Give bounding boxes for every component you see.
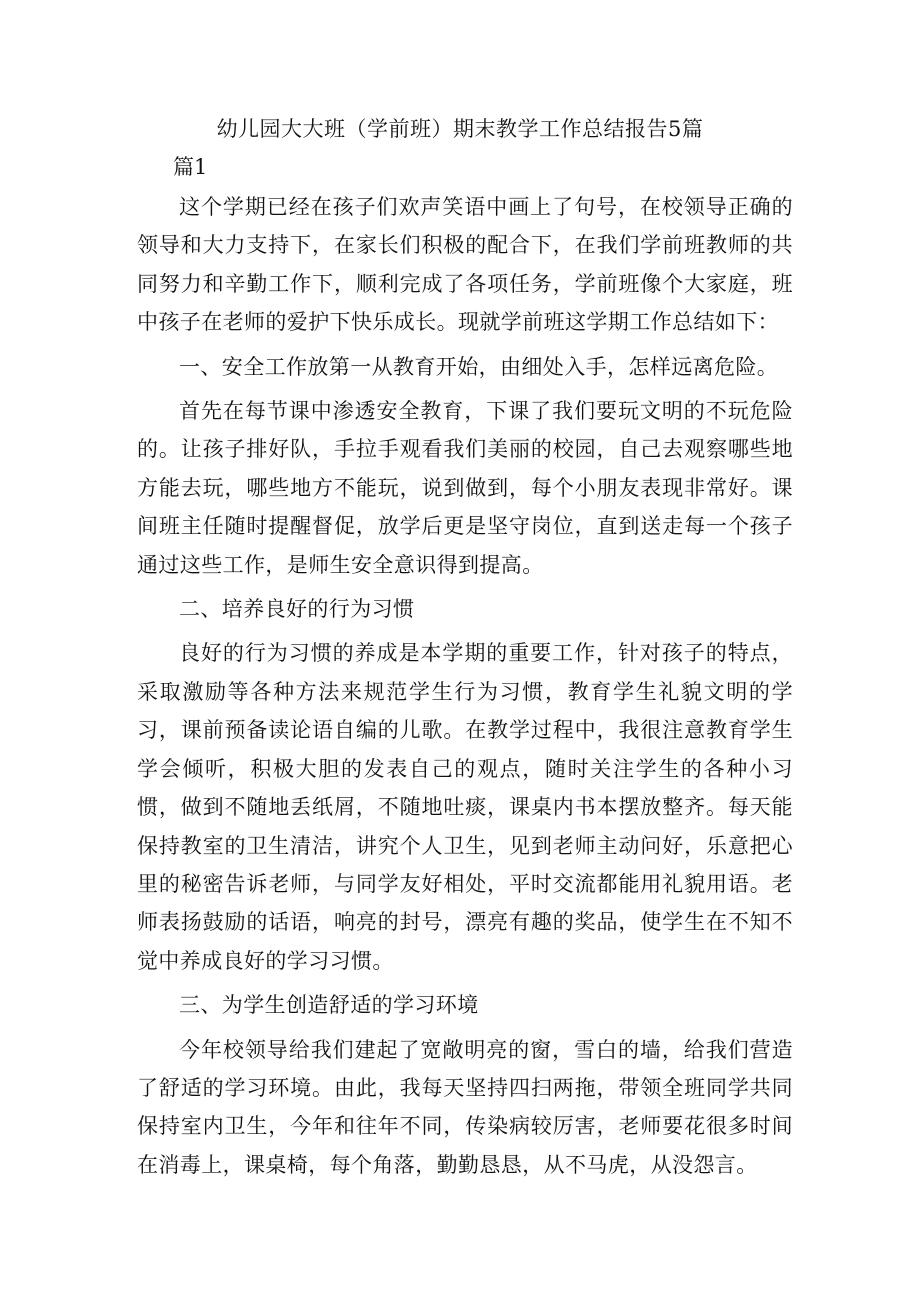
section-heading-safety: 一、安全工作放第一从教育开始，由细处入手，怎样远离危险。	[179, 354, 779, 379]
section-heading-habits: 二、培养良好的行为习惯	[179, 597, 415, 622]
document-body	[137, 150, 793, 1184]
safety-paragraph: 首先在每节课中渗透安全教育，下课了我们要玩文明的不玩危险的。让孩子排好队，手拉手观看我们美丽的校园，自己去观察哪些地方能去玩，哪些地方不能玩，说到做到，每个小朋友表现非常好。课间班主任随时提醒督促，放学后更是坚守岗位，直到送走每一个孩子通过这些工作，是师生安全意识得到提高。	[137, 399, 793, 577]
intro-paragraph: 这个学期已经在孩子们欢声笑语中画上了句号，在校领导正确的领导和大力支持下，在家长们积极的配合下，在我们学前班教师的共同努力和辛勤工作下，顺利完成了各项任务，学前班像个大家庭，班中孩子在老师的爱护下快乐成长。现就学前班这学期工作总结如下：	[137, 195, 793, 335]
environment-paragraph: 今年校领导给我们建起了宽敞明亮的窗，雪白的墙，给我们营造了舒适的学习环境。由此，我每天坚持四扫两拖，带领全班同学共同保持室内卫生，今年和往年不同，传染病较厉害，老师要花很多时间在消毒上，课桌椅，每个角落，勤勤恳恳，从不马虎，从没怨言。	[137, 1037, 793, 1177]
habits-paragraph: 良好的行为习惯的养成是本学期的重要工作，针对孩子的特点，采取激励等各种方法来规范学生行为习惯，教育学生礼貌文明的学习，课前预备读论语自编的儿歌。在教学过程中，我很注意教育学生学会倾听，积极大胆的发表自己的观点，随时关注学生的各种小习惯，做到不随地丢纸屑，不随地吐痰，课桌内书本摆放整齐。每天能保持教室的卫生清洁，讲究个人卫生，见到老师主动问好，乐意把心里的秘密告诉老师，与同学友好相处，平时交流都能用礼貌用语。老师表扬鼓励的话语，响亮的封号，漂亮有趣的奖品，使学生在不知不觉中养成良好的学习习惯。	[137, 641, 793, 973]
document-title: 幼儿园大大班（学前班）期末教学工作总结报告5篇	[216, 117, 704, 141]
section-heading-environment: 三、为学生创造舒适的学习环境	[179, 993, 479, 1018]
chapter-label: 篇1	[173, 155, 208, 179]
